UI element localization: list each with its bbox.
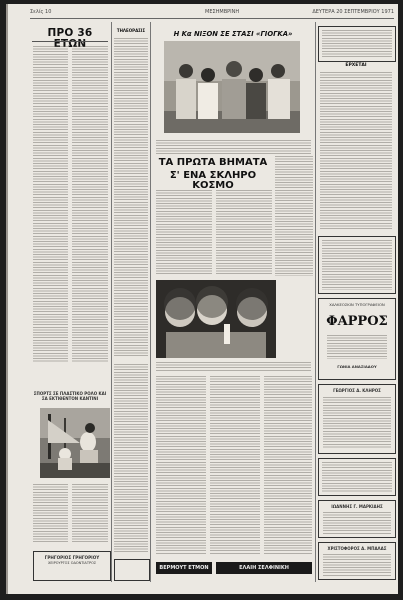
article-text xyxy=(275,156,313,276)
article-text xyxy=(320,72,392,230)
tv-listings xyxy=(114,38,148,358)
ad-title: ΧΡΙΣΤΟΦΟΡΟΣ Α. ΜΠΑΛΑΣ xyxy=(327,546,387,551)
article-text xyxy=(72,46,108,362)
arrives-title: ΕΡΧΕΤΑΙ xyxy=(345,63,367,68)
ad-title: ΓΕΩΡΓΙΟΣ Δ. ΚΛΗΡΟΣ xyxy=(333,388,381,393)
notice-box xyxy=(318,26,396,62)
tv-program-title: ΤΗΛΕΟΡΑΣΙΣ xyxy=(116,28,146,33)
column-rule xyxy=(111,22,112,582)
farros-ad xyxy=(318,298,396,380)
article-text xyxy=(114,364,148,554)
photo-caption xyxy=(156,362,311,372)
dentist-ad xyxy=(33,551,111,581)
ad-subtitle: ΧΕΙΡΟΥΡΓΟΣ ΟΔΟΝΤΙΑΤΡΟΣ xyxy=(47,561,97,565)
page-edge-strip xyxy=(6,4,8,594)
balas-ad xyxy=(318,542,396,580)
ad-title: ΙΩΑΝΝΗΣ Γ. ΜΑΡΚΙΔΗΣ xyxy=(331,504,383,509)
column-rule xyxy=(150,22,151,582)
article-text xyxy=(33,46,68,362)
ad-text xyxy=(323,554,391,576)
column-rule xyxy=(315,22,316,582)
ad-footer: ΓΩΝΙΑ ΑΝΑΣΙΑΔΟΥ xyxy=(337,364,377,369)
column1-title: ΠΡΟ 36 ΕΤΩΝ xyxy=(47,27,93,50)
vermouth-ad-banner: ΒΕΡΜΟΥΤ ΕΤΜΟΝ xyxy=(156,562,212,574)
markidis-ad xyxy=(318,500,396,538)
photo-caption xyxy=(156,140,311,154)
article-text xyxy=(156,376,206,554)
notice-text xyxy=(322,462,392,492)
ad-text xyxy=(323,512,391,534)
classified-text xyxy=(322,240,392,290)
nixon-photo xyxy=(164,41,300,133)
photo-caption-title: ΣΠΟΡΤΣ ΣΕ ΠΛΑΣΤΙΚΟ ΡΟΛΟ ΚΑΙ ΣΑ ΕΚΤΙΘΕΝΤΟΝ ΚΑΝΤΙΝΙ xyxy=(33,391,107,401)
page-number: Σελίς 10 xyxy=(30,9,52,15)
article-text xyxy=(156,190,212,276)
main-headline-line1: ΤΑ ΠΡΩΤΑ ΒΗΜΑΤΑ xyxy=(158,157,268,168)
boat-photo xyxy=(40,408,110,478)
article-text xyxy=(264,376,312,554)
article-text xyxy=(33,484,68,544)
farros-name: ΦΑΡΡΟΣ xyxy=(326,314,388,329)
small-ad xyxy=(114,559,150,581)
notice-box xyxy=(318,458,396,496)
kliros-ad xyxy=(318,384,396,454)
ad-subtitle: ΧΑΛΚΕΟΣΚΙΝ ΤΥΠΟΓΡΑΦΕΙΟΝ xyxy=(329,302,385,307)
issue-date: ΔΕΥΤΕΡΑ 20 ΣΕΠΤΕΜΒΡΙΟΥ 1971 xyxy=(312,9,394,15)
oil-ad-banner: ΕΛΑΙΗ ΣΕΛΦΙΝΙΚΗ xyxy=(216,562,312,574)
article-text xyxy=(216,190,272,276)
article-text xyxy=(210,376,260,554)
ad-title: ΓΡΗΓΟΡΙΟΣ ΓΡΗΓΟΡΙΟΥ xyxy=(44,555,100,560)
classified-box xyxy=(318,236,396,294)
children-photo xyxy=(156,280,276,358)
ad-text xyxy=(327,335,387,359)
main-headline-line2: Σ' ΕΝΑ ΣΚΛΗΡΟ ΚΟΣΜΟ xyxy=(169,170,257,191)
page-header xyxy=(30,8,394,19)
newspaper-name: ΜΕΣΗΜΒΡΙΝΗ xyxy=(205,9,240,15)
article-text xyxy=(72,484,108,544)
newspaper-page xyxy=(6,4,398,594)
notice-text xyxy=(322,30,392,58)
top-headline: Η Κα ΝΙΞΟΝ ΣΕ ΣΤΑΣΙ «ΓΙΟΓΚΑ» xyxy=(173,30,293,38)
ad-text xyxy=(323,397,391,449)
divider xyxy=(32,41,108,42)
